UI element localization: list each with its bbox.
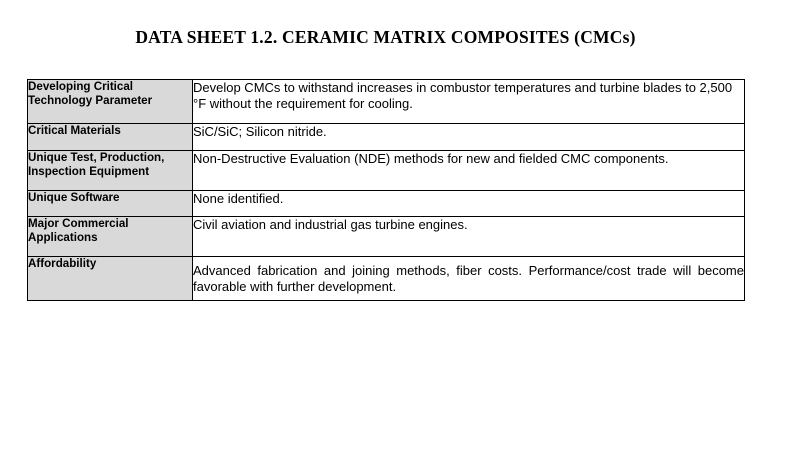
row-label: Developing Critical Technology Parameter xyxy=(28,80,193,124)
page-title: DATA SHEET 1.2. CERAMIC MATRIX COMPOSITES (CMCs) xyxy=(135,27,636,47)
table-row xyxy=(28,217,745,257)
table-row xyxy=(28,151,745,191)
table-row xyxy=(28,80,745,124)
data-sheet-table xyxy=(27,79,745,301)
row-value: Civil aviation and industrial gas turbine engines. xyxy=(193,217,745,257)
row-value: None identified. xyxy=(193,191,745,217)
row-value: SiC/SiC; Silicon nitride. xyxy=(193,124,745,151)
table-row xyxy=(28,124,745,151)
row-label: Major Commercial Applications xyxy=(28,217,193,257)
row-value: Advanced fabrication and joining methods, fiber costs. Performance/cost trade will become favorable with further development. xyxy=(193,257,745,301)
row-label: Affordability xyxy=(28,257,193,301)
row-value: Develop CMCs to withstand increases in combustor temperatures and turbine blades to 2,500 °F without the requirement for cooling. xyxy=(193,80,745,124)
row-label: Unique Software xyxy=(28,191,193,217)
row-value: Non-Destructive Evaluation (NDE) methods for new and fielded CMC components. xyxy=(193,151,745,191)
row-label: Unique Test, Production, Inspection Equipment xyxy=(28,151,193,191)
table-row xyxy=(28,257,745,301)
table-row xyxy=(28,191,745,217)
row-label: Critical Materials xyxy=(28,124,193,151)
